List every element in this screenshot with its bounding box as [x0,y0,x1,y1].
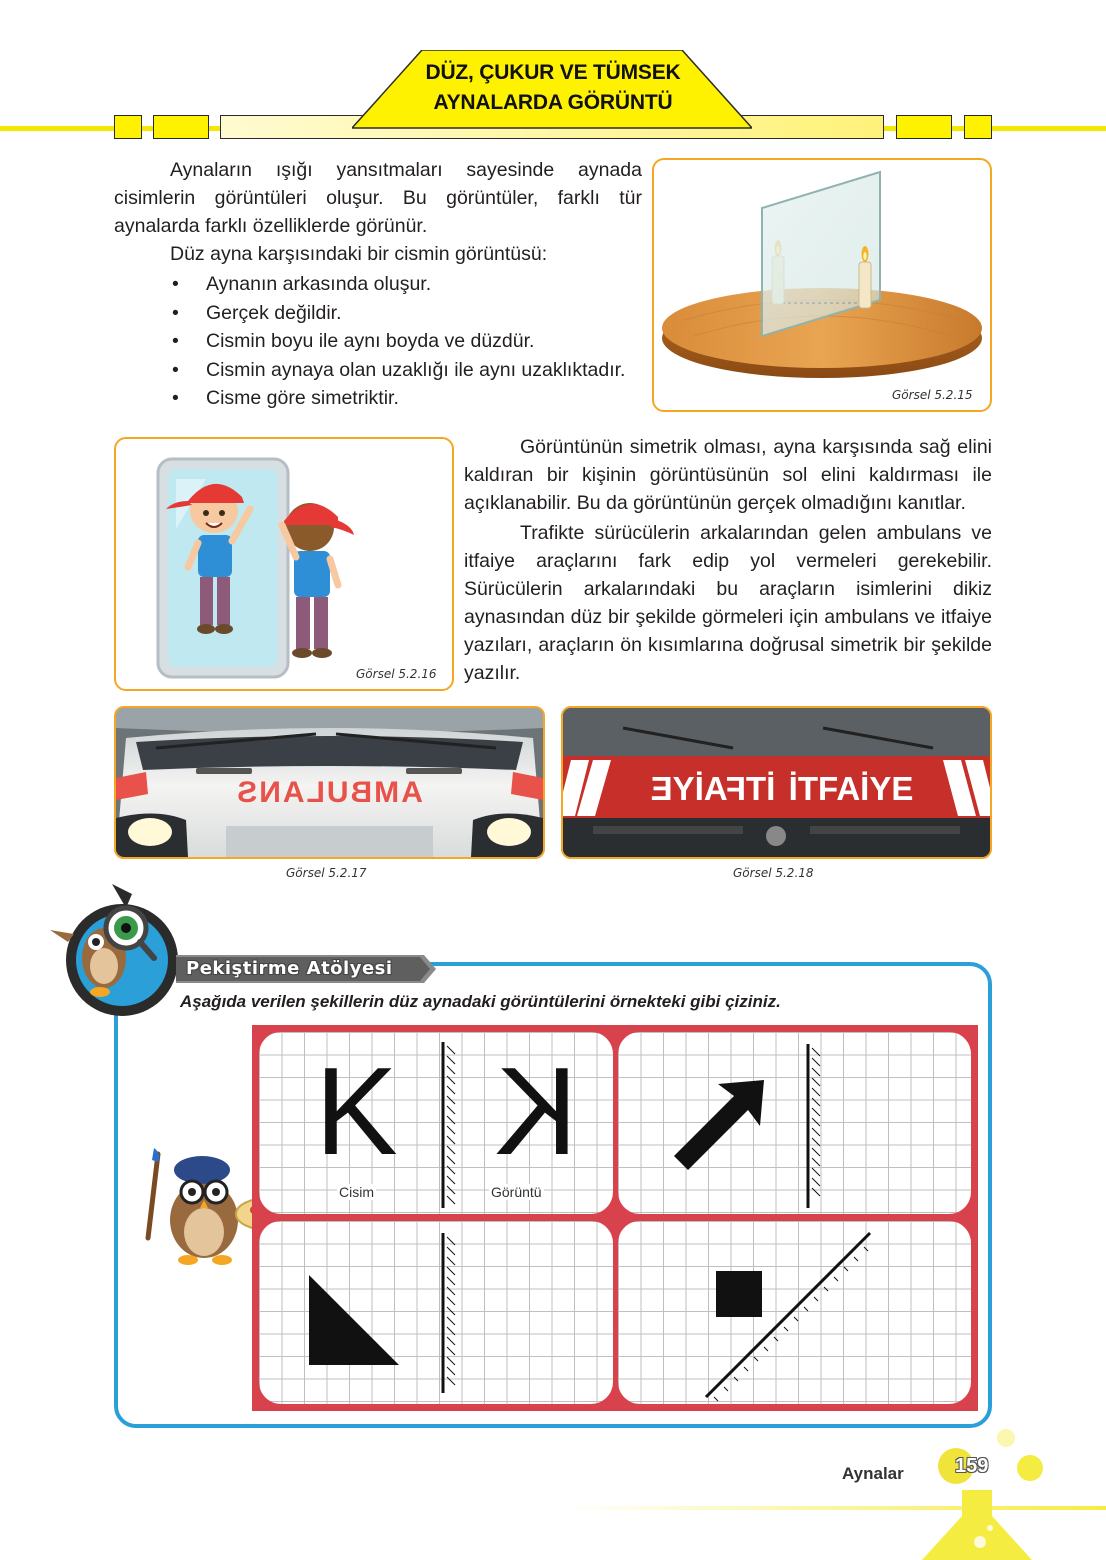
exercise-triangle-cell[interactable] [259,1221,613,1404]
fire-truck-photo [563,708,990,857]
list-item: • Cismin boyu ile aynı boyda ve düzdür. [172,327,625,356]
example-object-letter: K [315,1043,398,1181]
list-item: • Aynanın arkasında oluşur. [172,270,625,299]
list-item: • Cisme göre simetriktir. [172,384,625,413]
page-title: DÜZ, ÇUKUR VE TÜMSEK AYNALARDA GÖRÜNTÜ [425,61,681,114]
list-item: • Gerçek değildir. [172,299,625,328]
figure-fire-truck [561,706,992,859]
figure-boy-mirror [114,437,454,691]
figure-caption: Görsel 5.2.15 [892,388,973,402]
exercise-example-cell [259,1032,613,1214]
label-object: Cisim [339,1184,374,1200]
header-block [153,115,209,139]
exercise-arrow-cell[interactable] [618,1032,971,1214]
page-number: 159 [955,1455,989,1477]
triangle-drawing [259,1221,613,1404]
figure-mirror-candles [652,158,992,412]
property-list [172,270,625,413]
figure-caption: Görsel 5.2.16 [356,667,437,681]
symmetry-paragraph: Görüntünün simetrik olması, ayna karşısında sağ elini kaldıran bir kişinin görüntüsünün sol elini kaldırması ile açıklanabilir. Bu da görüntünün gerçek olmadığını kanıtlar. [464,436,992,514]
traffic-paragraph: Trafikte sürücülerin arkalarından gelen ambulans ve itfaiye araçlarını fark edip yol vermeleri gerekebilir. Sürücülerin arkalarındaki bu araçların isimlerini dikiz aynasından düz bir şekilde görmeleri için ambulans ve itfaiye yazıları, araçların ön kısımlarına doğrusal simetrik bir şekilde yazılır. [464,522,992,684]
label-image: Görüntü [491,1184,542,1200]
arrow-drawing [618,1032,971,1214]
intro-paragraph: Aynaların ışığı yansıtmaları sayesinde aynada cisimlerin görüntüleri oluşur. Bu görüntüler, farklı tür aynalarda farklı özelliklerde görünür. [114,159,642,237]
exercise-grid [252,1025,978,1411]
figure-caption: Görsel 5.2.18 [733,866,814,880]
header-block [896,115,952,139]
fire-text: İTFAİYE [788,770,914,807]
workshop-title: Pekiştirme Atölyesi [186,958,393,979]
square-drawing [618,1221,971,1404]
exercise-square-cell[interactable] [618,1221,971,1404]
figure-caption: Görsel 5.2.17 [286,866,367,880]
intro-lead: Düz ayna karşısındaki bir cismin görüntüsü: [170,243,548,265]
figure-ambulance [114,706,545,859]
header-block [114,115,142,139]
header-block [964,115,992,139]
boy-mirror-illustration [116,439,452,689]
example-image-letter: K [495,1043,578,1181]
flask-decoration [900,1420,1106,1560]
mirror-candles-illustration [654,160,990,410]
ambulance-text: AMBULANS [235,776,423,809]
owl-magnifier-mascot [46,884,186,1018]
chapter-name: Aynalar [842,1464,904,1483]
list-item: • Cismin aynaya olan uzaklığı ile aynı uzaklıktadır. [172,356,625,385]
fire-text-mirrored: İTFAİYE [650,770,776,807]
workshop-instruction: Aşağıda verilen şekillerin düz aynadaki görüntülerini örnekteki gibi çiziniz. [180,992,781,1011]
ambulance-photo [116,708,543,857]
